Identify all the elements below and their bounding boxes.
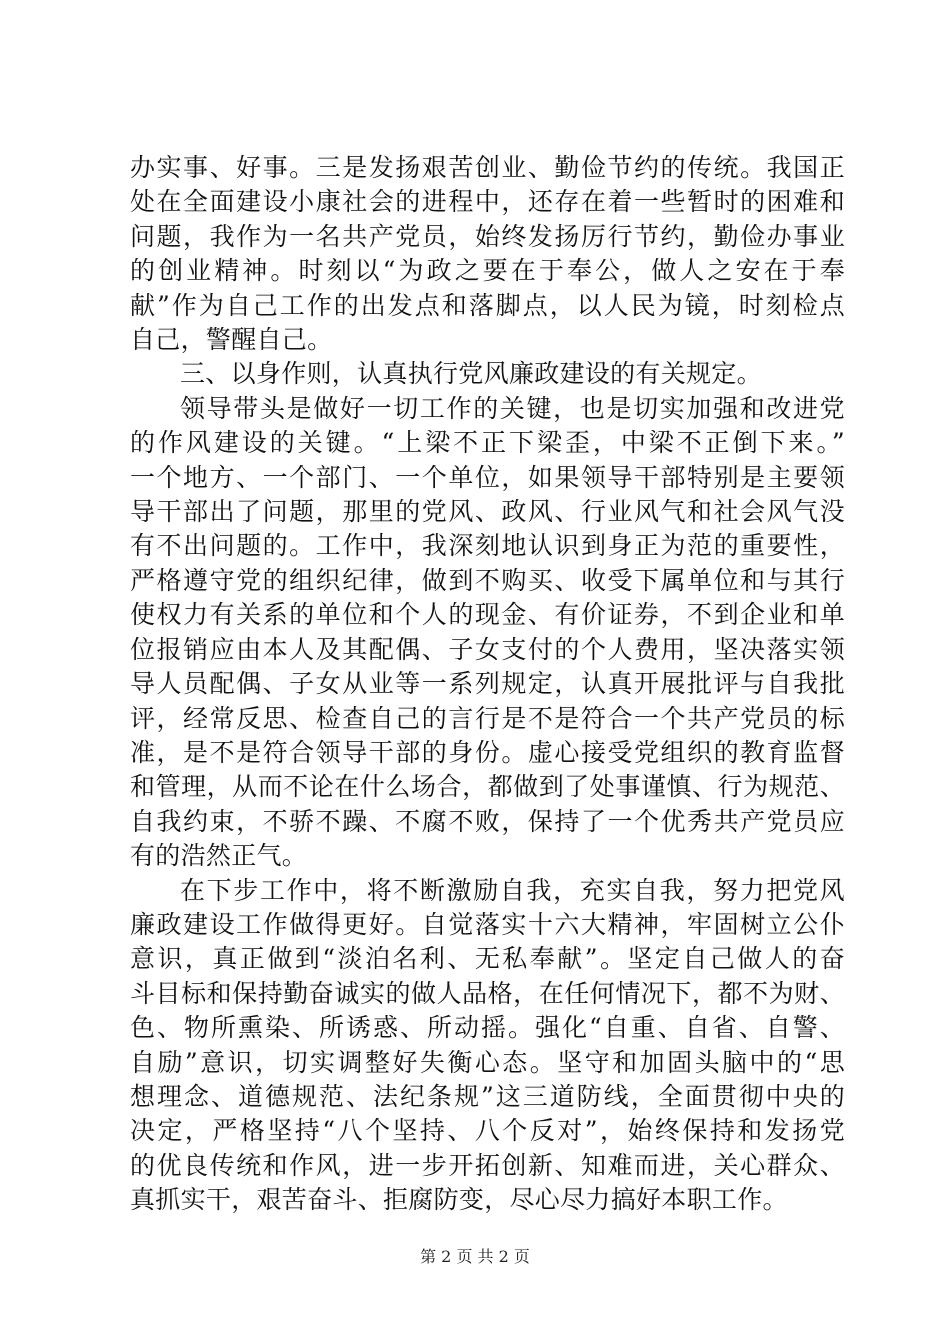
text-line: 评，经常反思、检查自己的言行是不是符合一个共产党员的标	[130, 703, 845, 733]
paragraph-1	[130, 151, 845, 357]
text-line: 自励”意识，切实调整好失衡心态。坚守和加固头脑中的“思	[130, 1047, 845, 1077]
text-line: 有的浩然正气。	[130, 841, 308, 871]
text-line: 准，是不是符合领导干部的身份。虚心接受党组织的教育监督	[130, 737, 845, 767]
text-line: 一个地方、一个部门、一个单位，如果领导干部特别是主要领	[130, 462, 845, 492]
text-line: 决定，严格坚持“八个坚持、八个反对”，始终保持和发扬党	[130, 1116, 845, 1146]
text-line: 问题，我作为一名共产党员，始终发扬厉行节约，勤俭办事业	[130, 221, 845, 251]
text-line: 的优良传统和作风，进一步开拓创新、知难而进，关心群众、	[130, 1150, 845, 1180]
text-line: 领导带头是做好一切工作的关键，也是切实加强和改进党	[180, 393, 845, 423]
text-line: 有不出问题的。工作中，我深刻地认识到身正为范的重要性，	[130, 531, 845, 561]
text-line: 的创业精神。时刻以“为政之要在于奉公，做人之安在于奉	[130, 256, 845, 286]
document-body	[130, 151, 845, 1218]
text-line: 想理念、道德规范、法纪条规”这三道防线，全面贯彻中央的	[130, 1081, 845, 1111]
text-line: 献”作为自己工作的出发点和落脚点，以人民为镜，时刻检点	[130, 290, 845, 320]
paragraph-3	[130, 392, 845, 874]
page-footer: 第 2 页 共 2 页	[420, 1247, 530, 1266]
text-line: 自己，警醒自己。	[130, 325, 333, 355]
text-line: 在下步工作中，将不断激励自我，充实自我，努力把党风	[180, 875, 845, 905]
text-line: 位报销应由本人及其配偶、子女支付的个人费用，坚决落实领	[130, 634, 845, 664]
text-line: 导人员配偶、子女从业等一系列规定，认真开展批评与自我批	[130, 669, 845, 699]
section-heading	[130, 357, 845, 391]
text-line: 和管理，从而不论在什么场合，都做到了处事谨慎、行为规范、	[130, 772, 845, 802]
text-line: 办实事、好事。三是发扬艰苦创业、勤俭节约的传统。我国正	[130, 153, 845, 182]
text-line: 使权力有关系的单位和个人的现金、有价证券，不到企业和单	[130, 600, 845, 630]
text-line: 廉政建设工作做得更好。自觉落实十六大精神，牢固树立公仆	[130, 909, 845, 939]
text-line: 三、以身作则，认真执行党风廉政建设的有关规定。	[180, 359, 762, 389]
text-line: 斗目标和保持勤奋诚实的做人品格，在任何情况下，都不为财、	[130, 978, 845, 1008]
text-line: 意识，真正做到“淡泊名利、无私奉献”。坚定自己做人的奋	[130, 944, 845, 974]
text-line: 真抓实干，艰苦奋斗、拒腐防变，尽心尽力搞好本职工作。	[130, 1185, 788, 1215]
paragraph-4	[130, 874, 845, 1218]
text-line: 严格遵守党的组织纪律，做到不购买、收受下属单位和与其行	[130, 565, 845, 595]
text-line: 处在全面建设小康社会的进程中，还存在着一些暂时的困难和	[130, 187, 845, 217]
text-line: 导干部出了问题，那里的党风、政风、行业风气和社会风气没	[130, 497, 845, 527]
text-line: 自我约束，不骄不躁、不腐不败，保持了一个优秀共产党员应	[130, 806, 845, 836]
text-line: 的作风建设的关键。“上梁不正下梁歪，中梁不正倒下来。”	[130, 428, 845, 458]
text-line: 色、物所熏染、所诱惑、所动摇。强化“自重、自省、自警、	[130, 1013, 845, 1043]
